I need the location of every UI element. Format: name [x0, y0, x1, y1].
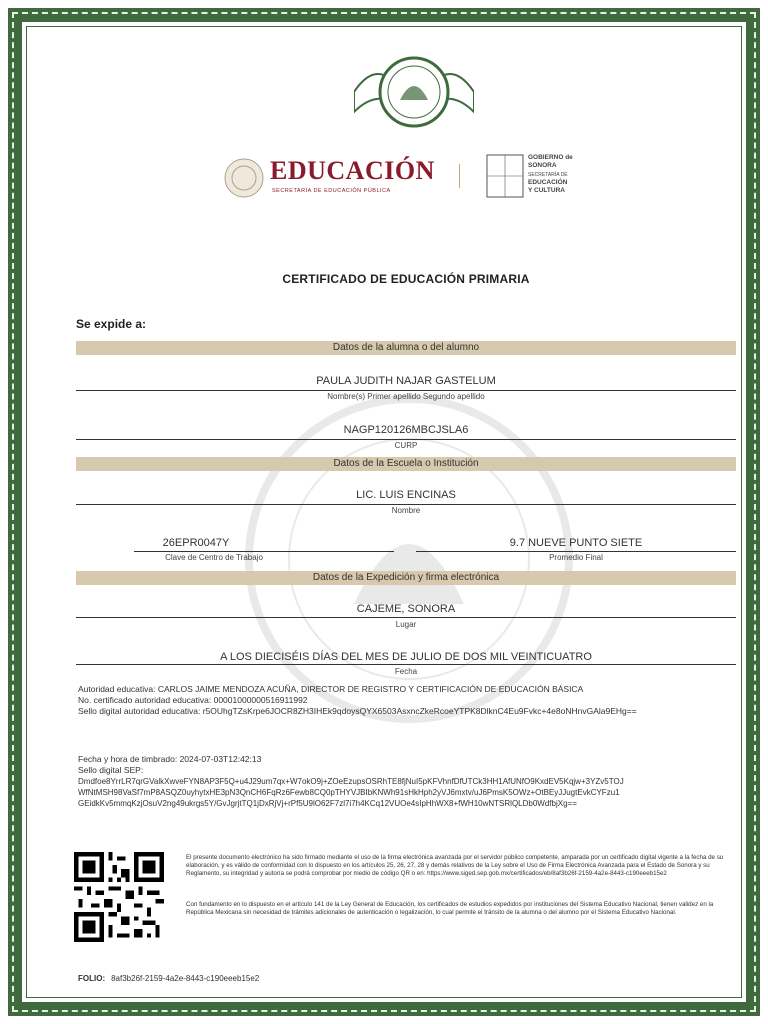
expedition-date-caption: Fecha [394, 667, 418, 676]
sep-seal-line: Dmdfoe8YrrLR7qrGValkXwveFYN8AP3F5Q+u4J29um7qx+W7okO9j+ZOeEzupsOSRhTE8fjNuI5pKFVhnfDfUTCk3HH1AfUNfO9KxdEV5Kqjw+3YZv5TOJ [78, 777, 624, 786]
final-average: 9.7 NUEVE PUNTO SIETE [509, 537, 643, 549]
state-dept-line2: EDUCACIÓN [528, 179, 568, 186]
national-coat-of-arms-icon [354, 52, 474, 132]
folio-label: FOLIO: [78, 974, 106, 983]
issued-to-label: Se expide a: [76, 317, 147, 331]
folio [78, 974, 259, 983]
certificate-title: CERTIFICADO DE EDUCACIÓN PRIMARIA [282, 272, 530, 286]
sep-seal-label: Sello digital SEP: [78, 765, 144, 775]
school-cct: 26EPR0047Y [162, 537, 230, 549]
ministry-subtitle: SECRETARÍA DE EDUCACIÓN PÚBLICA [272, 188, 391, 194]
divider [76, 439, 736, 440]
student-name-caption: Nombre(s) Primer apellido Segundo apellido [327, 392, 485, 401]
sep-seal-icon [224, 158, 264, 198]
divider [134, 551, 394, 552]
folio-value: 8af3b26f-2159-4a2e-8443-c190eeeb15e2 [111, 974, 260, 983]
verification-qr-code[interactable] [74, 852, 164, 942]
student-name: PAULA JUDITH NAJAR GASTELUM [316, 375, 496, 387]
section-expedition-header: Datos de la Expedición y firma electrónica [76, 571, 736, 585]
ministry-name: EDUCACIÓN [270, 156, 435, 185]
authority-digital-seal: Sello digital autoridad educativa: r5OUhgTZsKrpe6JOCR8ZH3IHEk9qdoysQYX6503AsxncZkeRcoeYTPK8DlknC4Eu9Fvkc+4e8oNHnvGAla9EHg== [78, 706, 637, 716]
authority-certificate-number: No. certificado autoridad educativa: 00001000000516911992 [78, 695, 308, 705]
final-average-caption: Promedio Final [549, 553, 603, 562]
expedition-date: A LOS DIECISÉIS DÍAS DEL MES DE JULIO DE DOS MIL VEINTICUATRO [220, 651, 592, 663]
school-cct-caption: Clave de Centro de Trabajo [165, 553, 263, 562]
state-dept-line3: Y CULTURA [528, 187, 565, 194]
legal-notice-validity: Con fundamento en lo dispuesto en el artículo 141 de la Ley General de Educación, los certificados de estudios expedidos por instituciones del Sistema Educativo Nacional, tienen validez en la República Mexicana sin necesidad de trámites adicionales de autenticación o legalización, lo cual permite el tránsito de la alumna o del alumno por el Sistema Educativo Nacional. [186, 901, 714, 916]
authority-name: Autoridad educativa: CARLOS JAIME MENDOZA ACUÑA, DIRECTOR DE REGISTRO Y CERTIFICACIÓN DE EDUCACIÓN BÁSICA [78, 684, 584, 694]
section-school-header: Datos de la Escuela o Institución [76, 457, 736, 471]
divider [416, 551, 736, 552]
expedition-place-caption: Lugar [395, 620, 417, 629]
section-student-header: Datos de la alumna o del alumno [76, 341, 736, 355]
state-government: GOBIERNO de SONORA [528, 154, 573, 169]
student-curp: NAGP120126MBCJSLA6 [343, 424, 469, 436]
sonora-shield-icon [486, 154, 524, 198]
certificate-body [44, 44, 768, 1024]
logo-divider [459, 164, 460, 188]
sep-seal-line: GEidkKv5mmqKzjOsuV2ng49ukrgs5Y/GvJgrjtTQ1jDxRjVj+rPf5U9lO62F7zl7i7h4KCq12VUOe4sIpHhWX8+fWH10wNTSRlQLDb0WdfbjXg== [78, 799, 577, 808]
school-name: LIC. LUIS ENCINAS [356, 489, 456, 501]
school-name-caption: Nombre [391, 506, 421, 515]
sep-seal-line: WfNtMSH98VaSf7mP8ASQZ0uyhytxHE3pN3QnCH6FqRz6Fewb8CQ0pTHYVJBIbKNWh91sHkHph2yVJ6mxtv/uJ6PmsK5OWz+OtBEyJJugtEvkCYFzu1 [78, 788, 620, 797]
divider [76, 504, 736, 505]
divider [76, 664, 736, 665]
divider [76, 390, 736, 391]
stamp-datetime: Fecha y hora de timbrado: 2024-07-03T12:42:13 [78, 754, 262, 764]
institution-logos [224, 154, 584, 214]
legal-notice-signature: El presente documento electrónico ha sido firmado mediante el uso de la firma electrónica avanzada por el servidor público competente, amparada por un certificado digital vigente a la fecha de su elaboración, y es válido de conformidad con lo dispuesto en los artículos 25, 26, 27, 28 y demás relativos de la Ley sobre el Uso de Firma Electrónica Avanzada para el Estado de Sonora y su Reglamento, su integridad y autoría se podrá comprobar por medio de código QR o en: https://www.siged.sep.gob.mx/certificados/eb/8af3b26f-2159-4a2e-8443-c190eeeb15e2 [186, 854, 724, 877]
state-dept-line1: SECRETARÍA DE [528, 172, 568, 178]
divider [76, 617, 736, 618]
student-curp-caption: CURP [394, 441, 418, 450]
certificate-border [8, 8, 760, 1016]
expedition-place: CAJEME, SONORA [356, 603, 456, 615]
